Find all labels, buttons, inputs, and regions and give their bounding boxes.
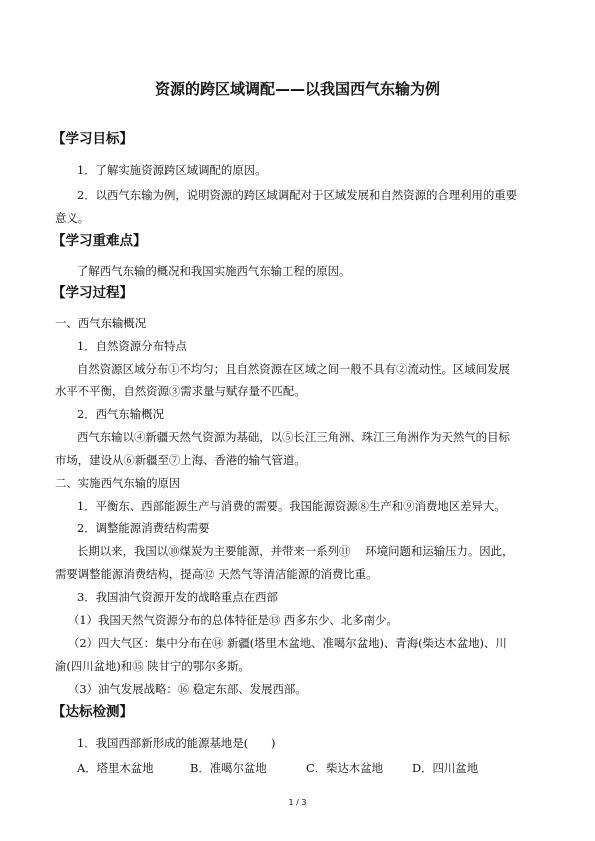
process-line: 自然资源区域分布①不均匀；且自然资源在区域之间一般不具有②流动性。区域间发展 bbox=[77, 362, 510, 376]
process-line: （2）四大气区：集中分布在⑭ 新疆(塔里木盆地、准噶尔盆地)、青海(柴达木盆地)、川 bbox=[68, 636, 507, 650]
process-line: 西气东输以④新疆天然气资源为基础，以⑤长江三角洲、珠江三角洲作为天然气的目标 bbox=[77, 430, 510, 444]
process-line: 2．西气东输概况 bbox=[77, 407, 164, 421]
process-line: 2．调整能源消费结构需要 bbox=[77, 521, 210, 535]
process-line: 3．我国油气资源开发的战略重点在西部 bbox=[77, 590, 278, 604]
option-a: A．塔里木盆地 bbox=[77, 761, 154, 775]
process-line: 二、实施西气东输的原因 bbox=[55, 476, 181, 490]
page-title: 资源的跨区域调配——以我国西气东输为例 bbox=[154, 80, 440, 98]
process-line: （1）我国天然气资源分布的总体特征是⑬ 西多东少、北多南少。 bbox=[68, 613, 398, 627]
goal-item-1: 1．了解实施资源跨区域调配的原因。 bbox=[77, 163, 267, 177]
process-line: 一、西气东输概况 bbox=[55, 316, 147, 330]
page-number: 1 / 3 bbox=[288, 798, 307, 807]
process-line: 长期以来，我国以⑩煤炭为主要能源，并带来一系列⑪ 环境问题和运输压力。因此， bbox=[77, 544, 514, 558]
option-b: B．准噶尔盆地 bbox=[190, 761, 267, 775]
process-line: 渝(四川盆地)和⑮ 陕甘宁的鄂尔多斯。 bbox=[55, 659, 250, 673]
process-line: 水平不平衡，自然资源③需求量与赋存量不匹配。 bbox=[55, 384, 306, 398]
key-points-text: 了解西气东输的概况和我国实施西气东输工程的原因。 bbox=[77, 264, 351, 278]
option-d: D．四川盆地 bbox=[412, 761, 479, 775]
test-question-1: 1．我国西部新形成的能源基地是( ) bbox=[77, 736, 276, 750]
section-heading-key-points: 【学习重难点】 bbox=[52, 233, 147, 249]
process-line: 需要调整能源消费结构，提高⑫ 天然气等清洁能源的消费比重。 bbox=[55, 567, 378, 581]
process-line: 1．自然资源分布特点 bbox=[77, 339, 187, 353]
option-c: C．柴达木盆地 bbox=[306, 761, 384, 775]
section-heading-goals: 【学习目标】 bbox=[52, 131, 133, 147]
process-line: 市场，建设从⑥新疆至⑦上海、香港的输气管道。 bbox=[55, 453, 306, 467]
process-line: 1．平衡东、西部能源生产与消费的需要。我国能源资源⑧生产和⑨消费地区差异大。 bbox=[77, 499, 506, 513]
goal-item-2-cont: 意义。 bbox=[55, 211, 90, 225]
section-heading-process: 【学习过程】 bbox=[52, 285, 133, 301]
goal-item-2: 2．以西气东输为例，说明资源的跨区域调配对于区域发展和自然资源的合理利用的重要 bbox=[77, 188, 518, 202]
process-line: （3）油气发展战略：⑯ 稳定东部、发展西部。 bbox=[68, 682, 307, 696]
section-heading-test: 【达标检测】 bbox=[52, 704, 133, 720]
